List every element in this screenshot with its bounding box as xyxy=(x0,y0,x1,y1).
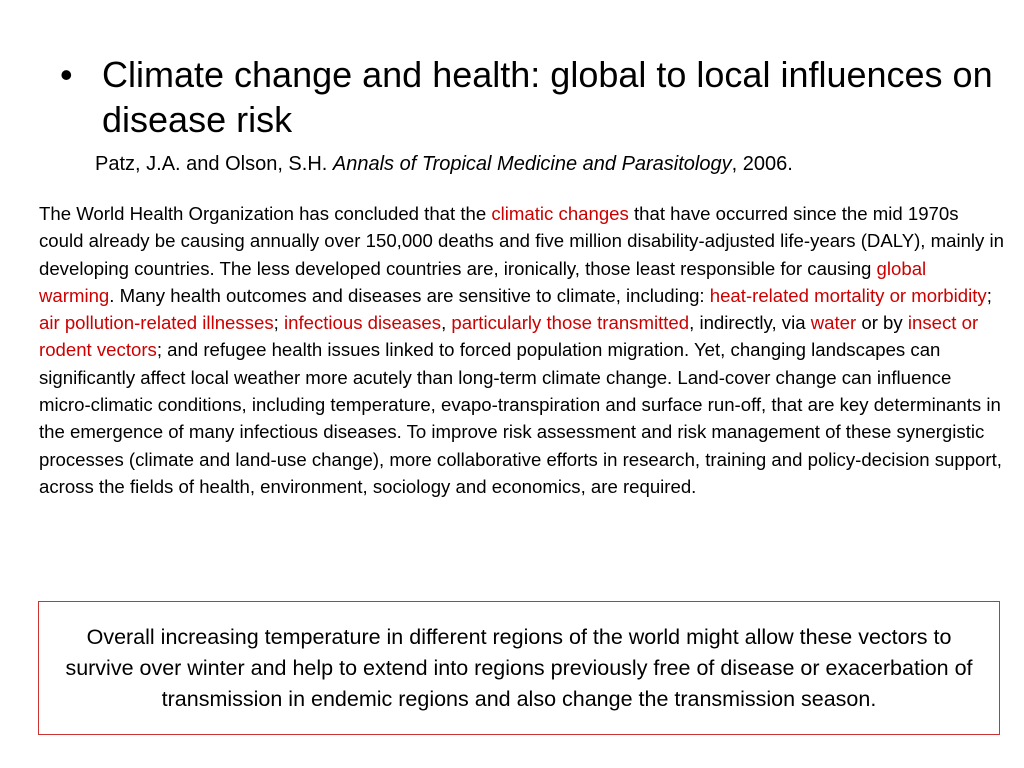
summary-text: Overall increasing temperature in different regions of the world might allow these vectors to survive over winter and help to extend into regions previously free of disease or exacerbation of transmission in endemic regions and also change the transmission season. xyxy=(65,624,973,711)
body-text-segment: . Many health outcomes and diseases are sensitive to climate, including: xyxy=(109,284,710,306)
summary-box xyxy=(38,601,1000,735)
citation-journal: Annals of Tropical Medicine and Parasitology xyxy=(332,153,732,175)
highlight-water: water xyxy=(810,312,857,334)
highlight-air-pollution-illnesses: air pollution-related illnesses xyxy=(39,312,274,334)
highlight-particularly-transmitted: particularly those transmitted xyxy=(451,312,690,334)
body-text-segment: The World Health Organization has concluded that the xyxy=(39,203,492,224)
body-text-segment: or by xyxy=(856,312,908,334)
highlight-infectious-diseases: infectious diseases xyxy=(283,312,442,334)
highlight-climatic-changes: climatic changes xyxy=(491,203,629,224)
citation-year: , 2006. xyxy=(731,153,793,175)
citation xyxy=(95,151,1015,177)
bullet-icon: • xyxy=(60,54,73,95)
body-paragraph xyxy=(39,200,1004,500)
title-bullet-row xyxy=(60,52,1000,142)
highlight-heat-related-mortality: heat-related mortality or morbidity xyxy=(709,284,987,306)
highlight-global-warming: global warming xyxy=(39,257,927,306)
body-text-segment: , xyxy=(441,312,452,334)
body-text-segment: ; xyxy=(986,284,992,306)
citation-authors: Patz, J.A. and Olson, S.H. xyxy=(95,153,333,175)
body-text-segment: that have occurred since the mid 1970s could already be causing annually over 150,000 deaths and five million disability-adjusted life-years (DALY), mainly in developing countries. The less developed countries are, ironically, those least responsible for causing xyxy=(39,203,1004,279)
highlight-insect-rodent-vectors: insect or rodent vectors xyxy=(39,312,979,361)
body-text-segment: ; and refugee health issues linked to forced population migration. Yet, changing landscapes can significantly affect local weather more acutely than long-term climate change. Land-cover change can influence micro-climatic conditions, including temperature, evapo-transpiration and surface run-off, that are key determinants in the emergence of many infectious diseases. To improve risk assessment and risk management of these synergistic processes (climate and land-use change), more collaborative efforts in research, training and policy-decision support, across the fields of health, environment, sociology and economics, are required. xyxy=(39,339,1002,497)
slide-title: Climate change and health: global to local influences on disease risk xyxy=(102,54,993,140)
body-text-segment: , indirectly, via xyxy=(689,312,811,334)
body-text-segment: ; xyxy=(273,312,284,334)
